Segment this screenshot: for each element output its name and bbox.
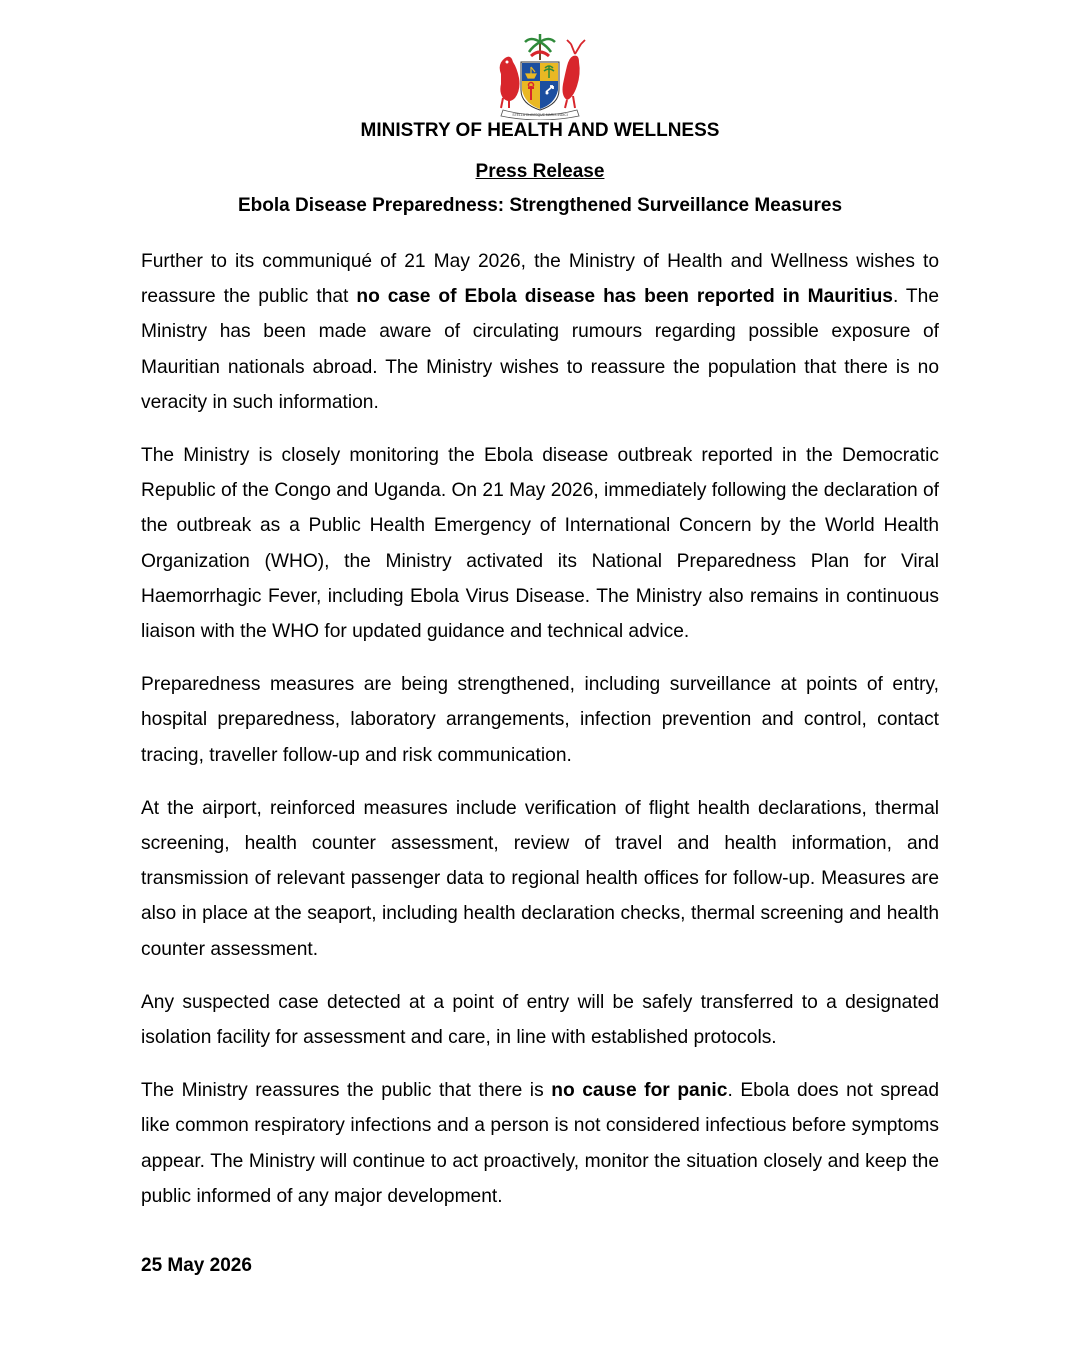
coat-of-arms-mauritius-icon — [487, 34, 593, 120]
paragraph-no-cause-for-panic: The Ministry reassures the public that there is no cause for panic. Ebola does not spread like common respiratory infections and a person is not considered infectious before symptoms appear. The Ministry will continue to act proactively, monitor the situation closely and keep the public informed of any major development. — [141, 1080, 940, 1207]
press-release-subject: Ebola Disease Preparedness: Strengthened Surveillance Measures — [237, 195, 843, 216]
release-date: 25 May 2026 — [141, 1255, 252, 1276]
svg-text:STELLA CLAVISQUE MARIS INDICI: STELLA CLAVISQUE MARIS INDICI — [512, 113, 568, 117]
emphasis-no-case: no case of Ebola disease has been reported in Mauritius — [356, 286, 893, 308]
emphasis-no-panic: no cause for panic — [551, 1080, 728, 1102]
paragraph-no-case-reported: Further to its communiqué of 21 May 2026, the Ministry of Health and Wellness wishes to reassure the public that no case of Ebola disease has been reported in Mauritius. The Ministry has been made aware of circulating rumours regarding possible exposure of Mauritian nationals abroad. The Ministry wishes to reassure the population that there is no veracity in such information. — [141, 251, 939, 413]
paragraph-monitoring-outbreak: The Ministry is closely monitoring the Ebola disease outbreak reported in the Democratic Republic of the Congo and Uganda. On 21 May 2026, immediately following the declaration of the outbreak as a Public Health Emergency of International Concern by the World Health Organization (WHO), the Ministry activated its National Preparedness Plan for Viral Haemorrhagic Fever, including Ebola Virus Disease. The Ministry also remains in continuous liaison with the WHO for updated guidance and technical advice. — [141, 445, 939, 643]
ministry-name: MINISTRY OF HEALTH AND WELLNESS — [360, 120, 720, 141]
press-release-body — [141, 244, 939, 1232]
paragraph-suspected-case: Any suspected case detected at a point of entry will be safely transferred to a designated isolation facility for assessment and care, in line with established protocols. — [141, 991, 939, 1049]
paragraph-airport-seaport-measures: At the airport, reinforced measures include verification of flight health declarations, thermal screening, health counter assessment, review of travel and health information, and transmission of relevant passenger data to regional health offices for follow-up. Measures are also in place at the seaport, including health declaration checks, thermal screening and health counter assessment. — [141, 797, 939, 960]
paragraph-preparedness-measures: Preparedness measures are being strengthened, including surveillance at points of entry, hospital preparedness, laboratory arrangements, infection prevention and control, contact tracing, traveller follow-up and risk communication. — [141, 674, 939, 766]
document-type: Press Release — [475, 161, 605, 182]
